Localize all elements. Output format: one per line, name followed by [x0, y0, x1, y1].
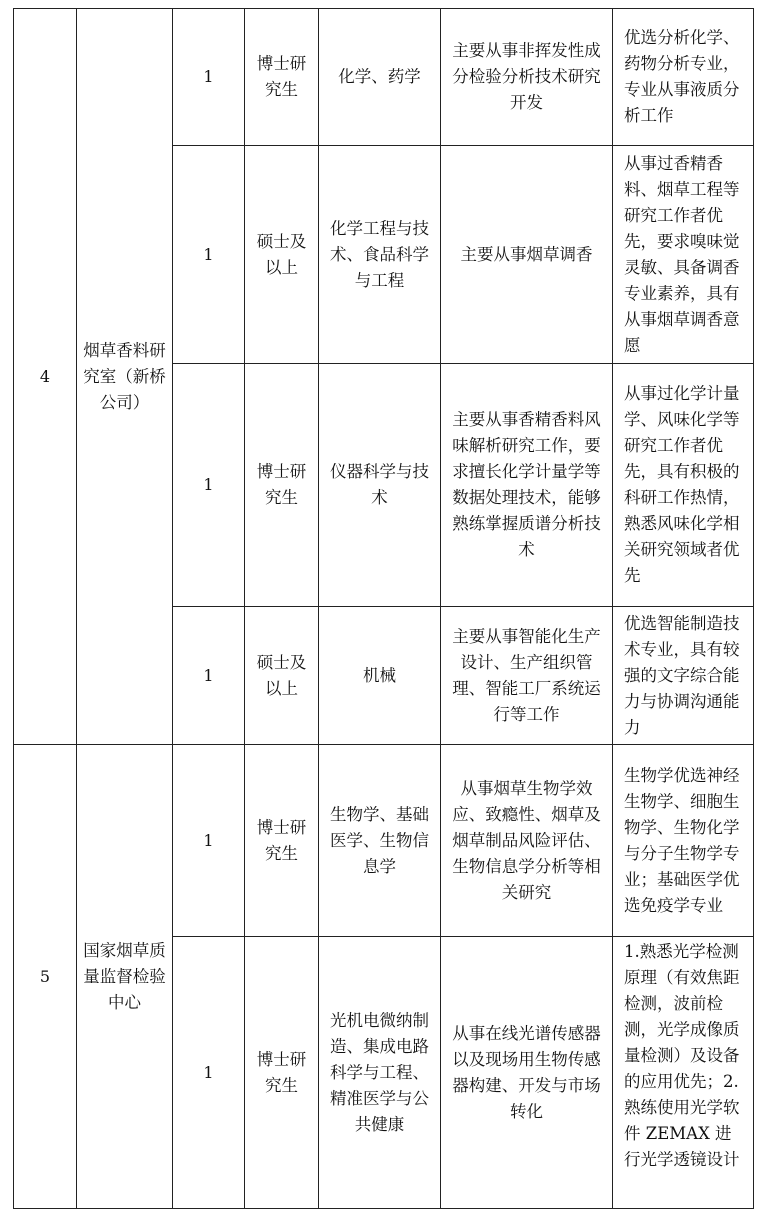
duty: 主要从事智能化生产设计、生产组织管理、智能工厂系统运行等工作: [441, 607, 613, 745]
unit-name: 国家烟草质量监督检验中心: [77, 745, 173, 1209]
degree: 硕士及以上: [245, 607, 319, 745]
degree: 博士研究生: [245, 745, 319, 937]
requirement: 优选分析化学、药物分析专业，专业从事液质分析工作: [613, 9, 754, 146]
duty: 主要从事非挥发性成分检验分析技术研究开发: [441, 9, 613, 146]
duty: 从事在线光谱传感器以及现场用生物传感器构建、开发与市场转化: [441, 937, 613, 1209]
degree: 博士研究生: [245, 364, 319, 607]
major: 化学工程与技术、食品科学与工程: [319, 146, 441, 364]
requirement: 生物学优选神经生物学、细胞生物学、生物化学与分子生物学专业；基础医学优选免疫学专业: [613, 745, 754, 937]
major: 生物学、基础医学、生物信息学: [319, 745, 441, 937]
degree: 硕士及以上: [245, 146, 319, 364]
major: 机械: [319, 607, 441, 745]
recruitment-table: [13, 8, 754, 1209]
hire-count: 1: [173, 745, 245, 937]
major: 化学、药学: [319, 9, 441, 146]
duty: 主要从事烟草调香: [441, 146, 613, 364]
duty: 主要从事香精香料风味解析研究工作，要求擅长化学计量学等数据处理技术，能够熟练掌握质谱分析技术: [441, 364, 613, 607]
hire-count: 1: [173, 607, 245, 745]
major: 仪器科学与技术: [319, 364, 441, 607]
requirement: 1.熟悉光学检测原理（有效焦距检测，波前检测，光学成像质量检测）及设备的应用优先；2.熟练使用光学软件 ZEMAX 进行光学透镜设计: [624, 942, 740, 1169]
table-row: [14, 745, 754, 937]
requirement-cell: [613, 937, 754, 1209]
requirement: 从事过化学计量学、风味化学等研究工作者优先，具有积极的科研工作热情，熟悉风味化学相关研究领域者优先: [613, 364, 754, 607]
unit-name: 烟草香料研究室（新桥公司）: [77, 9, 173, 745]
requirement: 优选智能制造技术专业，具有较强的文字综合能力与协调沟通能力: [613, 607, 754, 745]
duty: 从事烟草生物学效应、致瘾性、烟草及烟草制品风险评估、生物信息学分析等相关研究: [441, 745, 613, 937]
hire-count: 1: [173, 364, 245, 607]
degree: 博士研究生: [245, 9, 319, 146]
requirement: 从事过香精香料、烟草工程等研究工作者优先，要求嗅味觉灵敏、具备调香专业素养，具有从事烟草调香意愿: [613, 146, 754, 364]
group-index: 5: [14, 745, 77, 1209]
major: 光机电微纳制造、集成电路科学与工程、精准医学与公共健康: [319, 937, 441, 1209]
hire-count: 1: [173, 146, 245, 364]
table-row: [14, 9, 754, 146]
group-index: 4: [14, 9, 77, 745]
degree: 博士研究生: [245, 937, 319, 1209]
hire-count: 1: [173, 937, 245, 1209]
hire-count: 1: [173, 9, 245, 146]
